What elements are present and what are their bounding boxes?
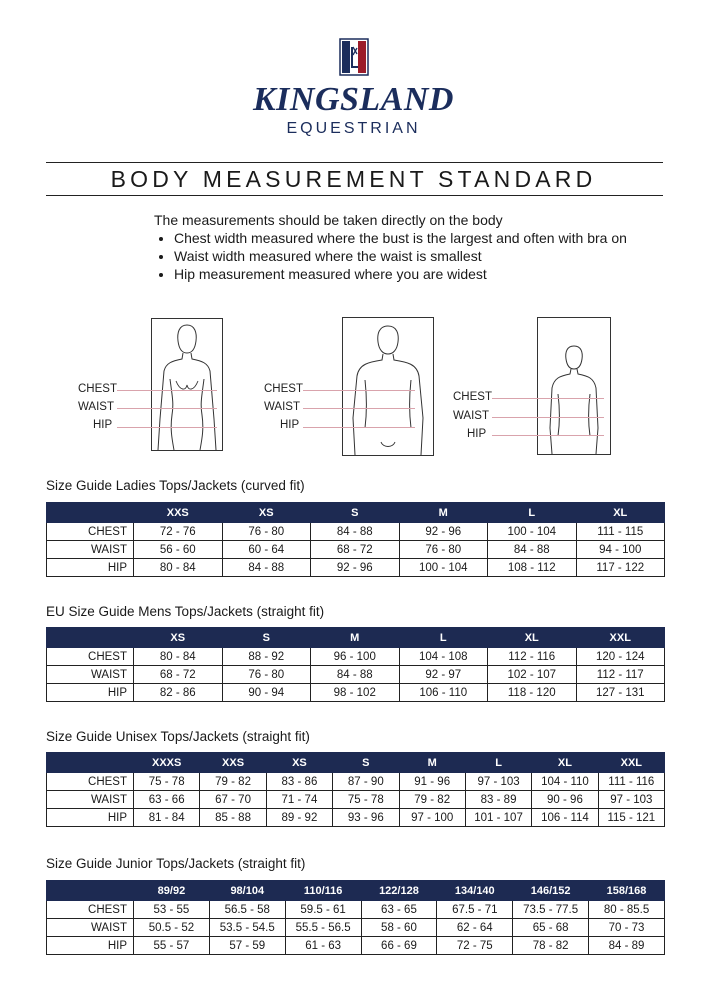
size-header: XXL	[576, 628, 665, 648]
table-cell: 87 - 90	[333, 773, 399, 791]
table-cell: 88 - 92	[222, 648, 311, 666]
table-cell: 89 - 92	[266, 809, 332, 827]
size-table-mens	[46, 627, 665, 702]
table-row	[47, 937, 665, 955]
row-label: WAIST	[47, 791, 134, 809]
table-cell: 76 - 80	[222, 523, 311, 541]
row-label: CHEST	[47, 773, 134, 791]
table-cell: 55 - 57	[134, 937, 210, 955]
intro-lead: The measurements should be taken directly on the body	[154, 212, 503, 228]
table-cell: 106 - 110	[399, 684, 488, 702]
header-corner	[47, 628, 134, 648]
table-cell: 92 - 96	[399, 523, 488, 541]
table-row	[47, 791, 665, 809]
size-header: XS	[222, 503, 311, 523]
table-cell: 93 - 96	[333, 809, 399, 827]
table-caption-unisex: Size Guide Unisex Tops/Jackets (straight fit)	[46, 729, 310, 744]
row-label: HIP	[47, 559, 134, 577]
male-figure-frame	[342, 317, 434, 456]
table-row	[47, 809, 665, 827]
size-header: S	[311, 503, 400, 523]
size-header: S	[222, 628, 311, 648]
table-cell: 53 - 55	[134, 901, 210, 919]
table-cell: 63 - 65	[361, 901, 437, 919]
table-cell: 120 - 124	[576, 648, 665, 666]
size-header: XXS	[200, 753, 266, 773]
header-row	[47, 753, 665, 773]
table-cell: 59.5 - 61	[285, 901, 361, 919]
row-label: WAIST	[47, 541, 134, 559]
table-cell: 57 - 59	[209, 937, 285, 955]
junior-chest-label: CHEST	[453, 391, 492, 403]
size-header: XS	[266, 753, 332, 773]
table-cell: 91 - 96	[399, 773, 465, 791]
row-label: HIP	[47, 684, 134, 702]
size-header: M	[311, 628, 400, 648]
intro-bullets	[154, 229, 627, 283]
table-cell: 75 - 78	[134, 773, 200, 791]
table-cell: 117 - 122	[576, 559, 665, 577]
table-row	[47, 559, 665, 577]
table-cell: 75 - 78	[333, 791, 399, 809]
table-cell: 56 - 60	[134, 541, 223, 559]
header-row	[47, 503, 665, 523]
intro-text	[154, 211, 627, 283]
bullet-chest: • Chest width measured where the bust is the largest and often with bra on	[174, 229, 627, 247]
size-header: XL	[488, 628, 577, 648]
table-caption-ladies: Size Guide Ladies Tops/Jackets (curved fit)	[46, 478, 305, 493]
table-cell: 118 - 120	[488, 684, 577, 702]
junior-hip-label: HIP	[467, 428, 487, 440]
table-cell: 108 - 112	[488, 559, 577, 577]
table-cell: 63 - 66	[134, 791, 200, 809]
table-cell: 102 - 107	[488, 666, 577, 684]
size-header: XS	[134, 628, 223, 648]
table-cell: 80 - 85.5	[589, 901, 665, 919]
table-cell: 96 - 100	[311, 648, 400, 666]
size-header: 158/168	[589, 881, 665, 901]
table-caption-junior: Size Guide Junior Tops/Jackets (straight fit)	[46, 856, 306, 871]
size-header: S	[333, 753, 399, 773]
bullet-hip: • Hip measurement measured where you are widest	[174, 265, 627, 283]
row-label: WAIST	[47, 919, 134, 937]
brand-subtitle: EQUESTRIAN	[286, 120, 421, 137]
row-label: CHEST	[47, 648, 134, 666]
table-cell: 73.5 - 77.5	[513, 901, 589, 919]
header-corner	[47, 881, 134, 901]
female-figure-frame	[151, 318, 223, 451]
size-header: 89/92	[134, 881, 210, 901]
table-cell: 104 - 108	[399, 648, 488, 666]
table-cell: 80 - 84	[134, 559, 223, 577]
brand-name: KINGSLAND	[253, 81, 454, 118]
size-header: M	[399, 753, 465, 773]
junior-chest-line	[492, 398, 604, 399]
size-table-ladies	[46, 502, 665, 577]
table-cell: 81 - 84	[134, 809, 200, 827]
table-row	[47, 773, 665, 791]
male-hip-line	[303, 427, 415, 428]
size-header: L	[465, 753, 531, 773]
size-header: 122/128	[361, 881, 437, 901]
table-cell: 62 - 64	[437, 919, 513, 937]
table-cell: 83 - 86	[266, 773, 332, 791]
table-cell: 92 - 96	[311, 559, 400, 577]
kingsland-crest-icon	[339, 38, 369, 76]
table-cell: 84 - 88	[311, 666, 400, 684]
table-cell: 98 - 102	[311, 684, 400, 702]
table-cell: 84 - 88	[311, 523, 400, 541]
row-label: HIP	[47, 809, 134, 827]
table-cell: 97 - 103	[598, 791, 664, 809]
table-cell: 78 - 82	[513, 937, 589, 955]
table-cell: 58 - 60	[361, 919, 437, 937]
junior-hip-line	[492, 435, 604, 436]
page-title: BODY MEASUREMENT STANDARD	[110, 166, 597, 192]
table-cell: 50.5 - 52	[134, 919, 210, 937]
table-cell: 90 - 96	[532, 791, 598, 809]
table-cell: 68 - 72	[311, 541, 400, 559]
size-header: XXXS	[134, 753, 200, 773]
brand-logo	[0, 38, 707, 138]
table-cell: 84 - 88	[488, 541, 577, 559]
male-waist-line	[303, 408, 415, 409]
table-cell: 67.5 - 71	[437, 901, 513, 919]
table-cell: 112 - 116	[488, 648, 577, 666]
table-cell: 104 - 110	[532, 773, 598, 791]
table-cell: 79 - 82	[399, 791, 465, 809]
table-cell: 72 - 76	[134, 523, 223, 541]
table-cell: 111 - 115	[576, 523, 665, 541]
table-cell: 68 - 72	[134, 666, 223, 684]
size-header: 110/116	[285, 881, 361, 901]
table-cell: 76 - 80	[222, 666, 311, 684]
table-cell: 67 - 70	[200, 791, 266, 809]
table-cell: 84 - 88	[222, 559, 311, 577]
size-header: XL	[532, 753, 598, 773]
table-row	[47, 541, 665, 559]
table-row	[47, 648, 665, 666]
male-chest-line	[303, 390, 415, 391]
female-chest-label: CHEST	[78, 383, 117, 395]
bullet-waist: • Waist width measured where the waist is smallest	[174, 247, 627, 265]
table-cell: 84 - 89	[589, 937, 665, 955]
table-cell: 82 - 86	[134, 684, 223, 702]
table-cell: 101 - 107	[465, 809, 531, 827]
table-row	[47, 666, 665, 684]
table-cell: 90 - 94	[222, 684, 311, 702]
table-cell: 85 - 88	[200, 809, 266, 827]
table-cell: 66 - 69	[361, 937, 437, 955]
size-header: M	[399, 503, 488, 523]
female-waist-line	[117, 408, 217, 409]
header-corner	[47, 503, 134, 523]
header-corner	[47, 753, 134, 773]
size-header: 98/104	[209, 881, 285, 901]
table-cell: 100 - 104	[399, 559, 488, 577]
table-cell: 72 - 75	[437, 937, 513, 955]
table-cell: 61 - 63	[285, 937, 361, 955]
male-waist-label: WAIST	[264, 401, 300, 413]
female-waist-label: WAIST	[78, 401, 114, 413]
table-cell: 100 - 104	[488, 523, 577, 541]
header-row	[47, 628, 665, 648]
table-cell: 53.5 - 54.5	[209, 919, 285, 937]
junior-waist-line	[492, 417, 604, 418]
table-cell: 65 - 68	[513, 919, 589, 937]
table-cell: 97 - 103	[465, 773, 531, 791]
table-row	[47, 901, 665, 919]
size-table-unisex	[46, 752, 665, 827]
female-silhouette-icon	[152, 319, 222, 450]
table-cell: 71 - 74	[266, 791, 332, 809]
table-cell: 55.5 - 56.5	[285, 919, 361, 937]
junior-waist-label: WAIST	[453, 410, 489, 422]
table-cell: 83 - 89	[465, 791, 531, 809]
table-cell: 94 - 100	[576, 541, 665, 559]
size-header: L	[488, 503, 577, 523]
table-cell: 70 - 73	[589, 919, 665, 937]
table-cell: 80 - 84	[134, 648, 223, 666]
header-row	[47, 881, 665, 901]
table-cell: 111 - 116	[598, 773, 664, 791]
table-caption-mens: EU Size Guide Mens Tops/Jackets (straight fit)	[46, 604, 325, 619]
size-header: 146/152	[513, 881, 589, 901]
female-hip-line	[117, 427, 217, 428]
table-cell: 79 - 82	[200, 773, 266, 791]
female-hip-label: HIP	[93, 419, 113, 431]
female-chest-line	[117, 390, 217, 391]
size-header: 134/140	[437, 881, 513, 901]
table-cell: 92 - 97	[399, 666, 488, 684]
table-cell: 60 - 64	[222, 541, 311, 559]
row-label: HIP	[47, 937, 134, 955]
size-header: XXL	[598, 753, 664, 773]
title-rule-bottom	[46, 195, 663, 196]
table-cell: 97 - 100	[399, 809, 465, 827]
table-cell: 112 - 117	[576, 666, 665, 684]
title-rule-top	[46, 162, 663, 163]
size-table-junior	[46, 880, 665, 955]
table-cell: 56.5 - 58	[209, 901, 285, 919]
table-row	[47, 523, 665, 541]
male-silhouette-icon	[343, 318, 433, 455]
size-header: XXS	[134, 503, 223, 523]
row-label: WAIST	[47, 666, 134, 684]
male-chest-label: CHEST	[264, 383, 303, 395]
table-cell: 127 - 131	[576, 684, 665, 702]
size-header: L	[399, 628, 488, 648]
table-row	[47, 684, 665, 702]
table-cell: 76 - 80	[399, 541, 488, 559]
table-cell: 115 - 121	[598, 809, 664, 827]
row-label: CHEST	[47, 901, 134, 919]
row-label: CHEST	[47, 523, 134, 541]
junior-silhouette-icon	[538, 318, 610, 454]
size-header: XL	[576, 503, 665, 523]
table-row	[47, 919, 665, 937]
male-hip-label: HIP	[280, 419, 300, 431]
table-cell: 106 - 114	[532, 809, 598, 827]
